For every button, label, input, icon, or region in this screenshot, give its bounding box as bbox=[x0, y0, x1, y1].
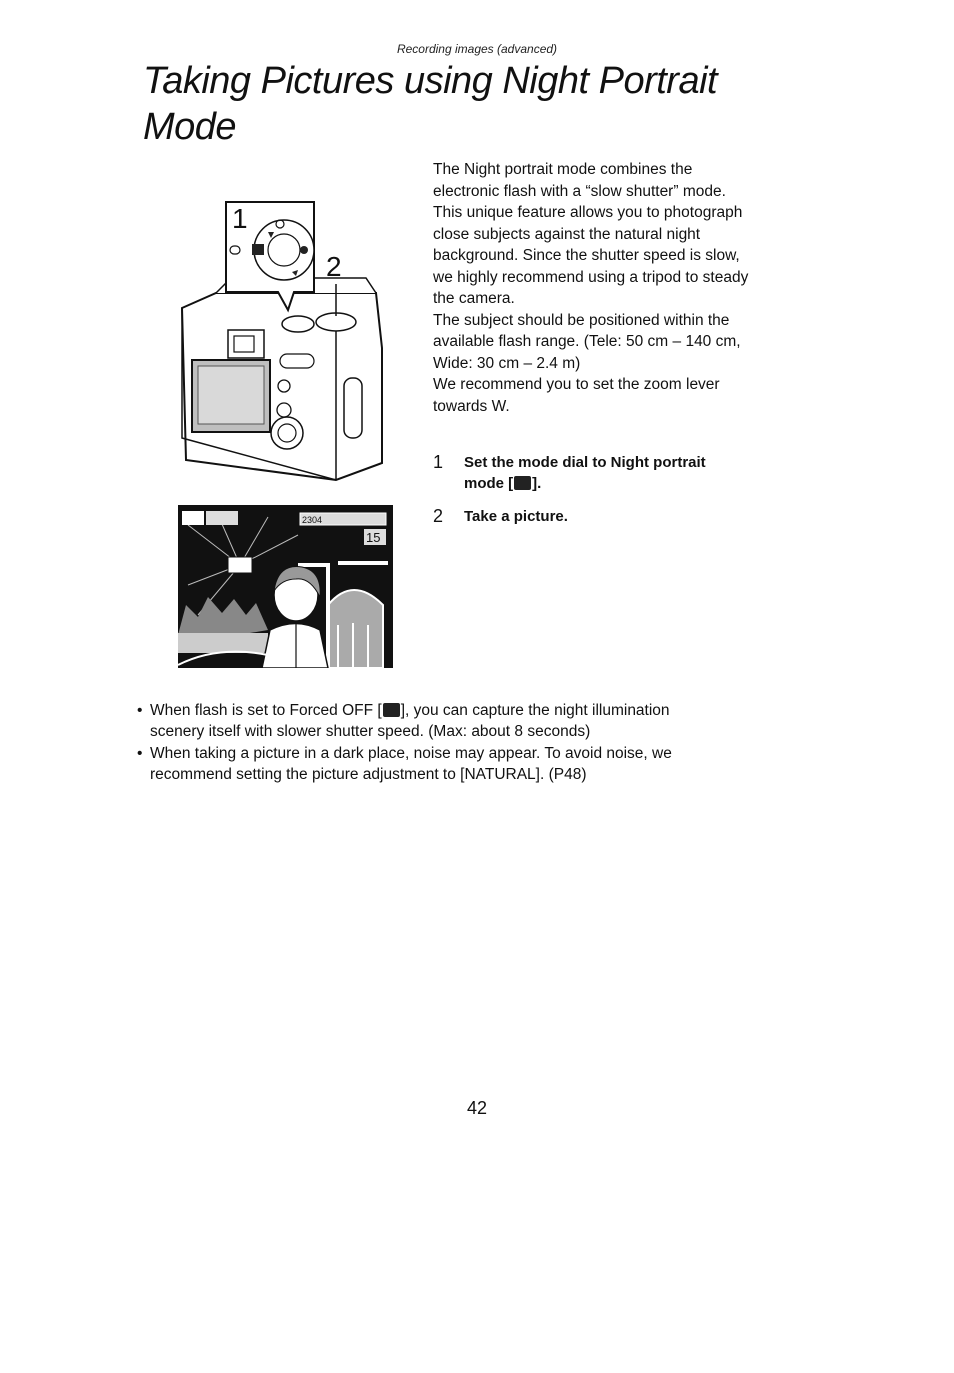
lcd-screen-illustration bbox=[178, 505, 393, 668]
text-line: the camera. bbox=[433, 290, 515, 307]
page-title-line-2: Mode bbox=[143, 106, 237, 148]
intro-paragraph-2 bbox=[433, 310, 793, 375]
callout-2-label: 2 bbox=[326, 251, 342, 282]
text-line: towards W. bbox=[433, 397, 510, 415]
screen-resolution: 2304 bbox=[302, 515, 323, 525]
text-line: The subject should be positioned within the bbox=[433, 311, 730, 329]
step-1 bbox=[433, 452, 793, 494]
page-title-line-1: Taking Pictures using Night Portrait bbox=[143, 60, 718, 102]
text-line: This unique feature allows you to photograph bbox=[433, 204, 743, 221]
step-2 bbox=[433, 506, 793, 527]
camera-illustration bbox=[176, 198, 388, 488]
page-title bbox=[143, 58, 843, 150]
callout-1-label: 1 bbox=[232, 203, 248, 234]
step-number: 1 bbox=[433, 452, 444, 472]
page-number: 42 bbox=[466, 1098, 488, 1118]
text-line: The Night portrait mode combines the bbox=[433, 161, 693, 178]
flash-off-icon bbox=[383, 703, 400, 717]
note-item: • When taking a picture in a dark place, noise may appear. To avoid noise, we recommend setting the picture adjustment to [NATURAL]. (P48) bbox=[136, 743, 776, 785]
intro-text bbox=[433, 159, 793, 417]
text-line: We recommend you to set the zoom lever bbox=[433, 376, 720, 393]
text-line: Wide: 30 cm – 2.4 m) bbox=[433, 354, 581, 372]
step-number: 2 bbox=[433, 506, 444, 526]
intro-paragraph-3 bbox=[433, 374, 793, 417]
screen-count: 15 bbox=[366, 530, 381, 545]
text-line: available flash range. (Tele: 50 cm – 140 cm, bbox=[433, 333, 741, 350]
text-line: close subjects against the natural night bbox=[433, 225, 701, 243]
section-label: Recording images (advanced) bbox=[396, 42, 558, 56]
step-text: Take a picture. bbox=[464, 508, 568, 525]
text-line: electronic flash with a “slow shutter” mode. bbox=[433, 182, 726, 200]
text-line: we highly recommend using a tripod to steady bbox=[433, 268, 749, 286]
note-item: • When flash is set to Forced OFF [ ], you can capture the night illumination scenery itself with slower shutter speed. (Max: about 8 seconds) bbox=[136, 700, 776, 742]
notes-list bbox=[136, 700, 776, 786]
step-text: Set the mode dial to Night portrait mode [ ]. bbox=[464, 454, 706, 492]
night-portrait-icon bbox=[514, 476, 531, 490]
text-line: background. Since the shutter speed is slow, bbox=[433, 247, 740, 264]
intro-paragraph-1 bbox=[433, 159, 793, 310]
